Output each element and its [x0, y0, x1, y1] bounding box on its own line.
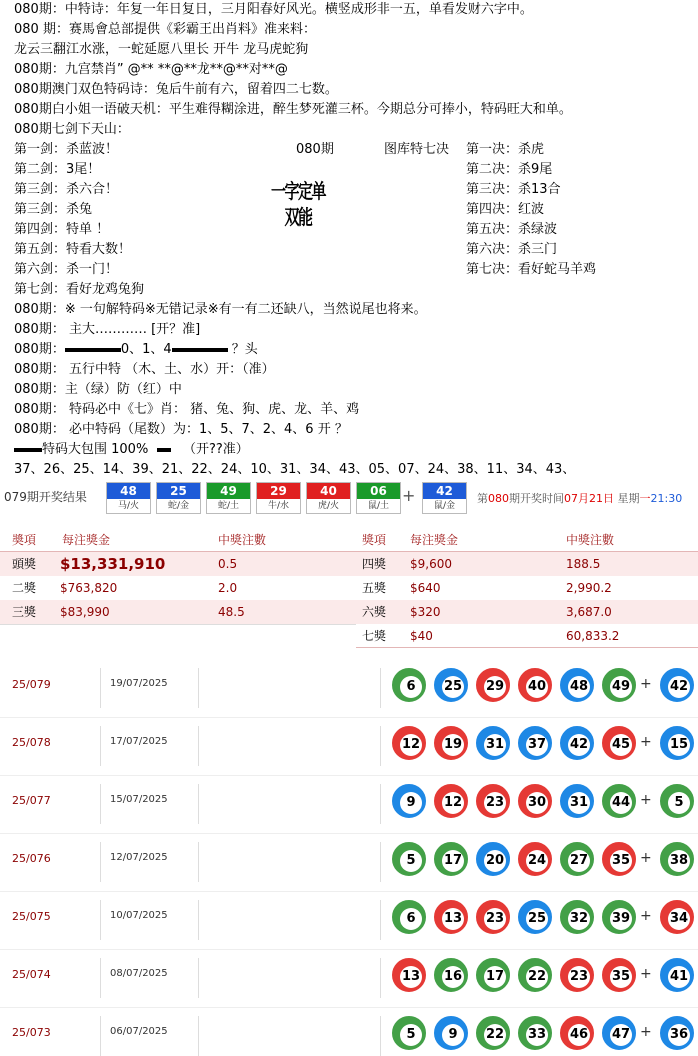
ball-number: 22: [484, 1024, 506, 1046]
column-divider: [198, 958, 199, 998]
column-divider: [380, 1016, 381, 1056]
ball-number: 17: [442, 850, 464, 872]
ball-number: 13: [442, 908, 464, 930]
plus-sign: +: [640, 1024, 652, 1040]
column-divider: [198, 842, 199, 882]
lottery-ball: [602, 784, 636, 818]
lottery-ball: [476, 668, 510, 702]
surround-label: 特码大包围 100%: [42, 442, 149, 457]
prize-count: 3,687.0: [566, 605, 612, 619]
bar-decoration: [65, 348, 93, 352]
jue-line: 第四决：红波: [466, 202, 545, 217]
lottery-ball: [518, 958, 552, 992]
ball-number: 23: [484, 792, 506, 814]
lottery-ball: [476, 958, 510, 992]
prize-row: [0, 600, 698, 624]
number-list: 37、26、25、14、39、21、22、24、10、31、34、43、05、07、24、38、11、34、43、: [14, 462, 576, 477]
history-date: 19/07/2025: [110, 678, 168, 689]
special-ball: [660, 784, 694, 818]
lottery-ball: [392, 958, 426, 992]
ball-number: 39: [610, 908, 632, 930]
history-date: 10/07/2025: [110, 910, 168, 921]
prize-name: 六獎: [362, 605, 387, 619]
info-day: 一: [639, 492, 651, 505]
info-text: 星期: [614, 492, 640, 505]
ball-zodiac: 马/火: [117, 501, 140, 511]
sword-line: 第四剑：特单 ！: [14, 222, 110, 237]
ball-number: 34: [668, 908, 690, 930]
history-row: [0, 718, 698, 776]
ball-number: 37: [526, 734, 548, 756]
lottery-ball: [560, 668, 594, 702]
ball-number: 15: [668, 734, 690, 756]
ball-number: 12: [400, 734, 422, 756]
lottery-ball: [392, 842, 426, 876]
lottery-ball: [518, 1016, 552, 1050]
lottery-ball: [434, 1016, 468, 1050]
previous-draw-result: [0, 478, 698, 518]
header-cell: 每注獎金: [410, 533, 459, 547]
lottery-ball: [392, 900, 426, 934]
header-cell: 中獎注數: [566, 533, 615, 547]
ball-number: 25: [526, 908, 548, 930]
lottery-ball: [602, 900, 636, 934]
history-row: [0, 834, 698, 892]
special-ball: [660, 900, 694, 934]
ball-number: 48: [568, 676, 590, 698]
lottery-ball: [518, 784, 552, 818]
lottery-ball: [392, 784, 426, 818]
text-line: 080期白小姐一语破天机：平生难得糊涂进，醉生梦死灌三杯。今期总分可捧小，特码旺大和单。: [14, 102, 572, 117]
ball-number: 45: [610, 734, 632, 756]
ball-zodiac: 牛/水: [267, 501, 290, 511]
prize-name: 三獎: [12, 605, 37, 619]
ball-number: 5: [400, 850, 422, 872]
ball-number: 5: [400, 1024, 422, 1046]
prize-amount: $13,331,910: [60, 555, 166, 573]
ball-number: 31: [484, 734, 506, 756]
lottery-ball: [560, 958, 594, 992]
history-row: [0, 1008, 698, 1056]
column-divider: [100, 784, 101, 824]
lottery-ball: [602, 1016, 636, 1050]
column-divider: [380, 726, 381, 766]
bar-decoration: [200, 348, 228, 352]
header-cell: 奬項: [12, 533, 37, 547]
mid-issue: 080期: [296, 142, 334, 157]
lottery-ball: [434, 958, 468, 992]
lottery-ball: [518, 842, 552, 876]
lottery-ball: [476, 1016, 510, 1050]
lottery-ball: [560, 842, 594, 876]
prize-name: 頭獎: [12, 557, 37, 571]
plus-sign: +: [640, 850, 652, 866]
lottery-ball: [518, 726, 552, 760]
prize-count: 48.5: [218, 605, 245, 619]
lottery-ball: [560, 726, 594, 760]
lottery-ball: [518, 900, 552, 934]
prize-amount: $320: [410, 605, 441, 619]
prize-name: 五獎: [362, 581, 387, 595]
column-divider: [380, 958, 381, 998]
column-divider: [100, 1016, 101, 1056]
text-line: 080期： 必中特码（尾数）为：1、5、7、2、4、6 开 ？: [14, 422, 348, 437]
column-divider: [100, 900, 101, 940]
ball-number: 6: [400, 676, 422, 698]
prize-header-row: [0, 528, 698, 552]
ball-number: 35: [610, 966, 632, 988]
ball-number: 20: [484, 850, 506, 872]
lottery-ball: [434, 668, 468, 702]
text-line: 080期七剑下天山：: [14, 122, 130, 137]
ball-number: 42: [568, 734, 590, 756]
column-divider: [198, 668, 199, 708]
ball-number: 29: [484, 676, 506, 698]
ball-number: 25: [442, 676, 464, 698]
lottery-ball: [434, 784, 468, 818]
ball-number: 23: [484, 908, 506, 930]
ball-zodiac: 蛇/金: [167, 501, 190, 511]
prize-count: 0.5: [218, 557, 238, 571]
column-divider: [198, 726, 199, 766]
result-ball: [156, 482, 201, 514]
prize-count: 60,833.2: [566, 629, 620, 643]
mid-title: 图库特七决: [384, 142, 450, 157]
lottery-ball: [392, 668, 426, 702]
text-line: 080期澳门双色特码诗：兔后牛前有六，留着四二七数。: [14, 82, 338, 97]
jue-line: 第五决：杀绿波: [466, 222, 558, 237]
ball-number: 29: [257, 483, 300, 499]
column-divider: [198, 784, 199, 824]
prize-name: 二獎: [12, 581, 37, 595]
ball-number: 46: [568, 1024, 590, 1046]
jue-line: 第六决：杀三门: [466, 242, 558, 257]
text-line: 080期：※ 一句解特码※无错记录※有一有二还缺八，当然说尾也将来。: [14, 302, 427, 317]
sword-line: 第七剑：看好龙鸡兔狗: [14, 282, 145, 297]
history-date: 15/07/2025: [110, 794, 168, 805]
column-divider: [100, 726, 101, 766]
lottery-ball: [476, 784, 510, 818]
lottery-ball: [602, 668, 636, 702]
history-issue: 25/077: [12, 794, 51, 807]
ball-number: 42: [423, 483, 466, 499]
history-issue: 25/073: [12, 1026, 51, 1039]
prize-count: 2.0: [218, 581, 238, 595]
line-prefix: 080期：: [14, 342, 65, 357]
previous-draw-label: 079期开奖结果: [4, 490, 87, 504]
text-line: [14, 340, 258, 360]
ball-number: 41: [668, 966, 690, 988]
jue-line: 第七决：看好蛇马羊鸡: [466, 262, 597, 277]
lottery-ball: [434, 842, 468, 876]
text-line: 080期： 主大………… [开？准]: [14, 322, 201, 337]
result-ball: [106, 482, 151, 514]
column-divider: [380, 900, 381, 940]
head-digits: 0、1、4: [120, 342, 172, 357]
ball-number: 47: [610, 1024, 632, 1046]
prediction-text-area: [0, 0, 698, 478]
ball-number: 36: [668, 1024, 690, 1046]
next-draw-info: [477, 490, 682, 506]
special-ball: [660, 668, 694, 702]
history-date: 08/07/2025: [110, 968, 168, 979]
history-issue: 25/078: [12, 736, 51, 749]
special-ball: [660, 1016, 694, 1050]
prize-name: 四獎: [362, 557, 387, 571]
jue-line: 第二决：杀9尾: [466, 162, 553, 177]
special-ball: [660, 958, 694, 992]
ball-number: 19: [442, 734, 464, 756]
ball-zodiac: 虎/火: [317, 501, 340, 511]
special-ball: [660, 726, 694, 760]
text-line: 080期：中特诗：年复一年日复日，三月阳春好风光。横竖成形非一五，单看发财六字中。: [14, 2, 533, 17]
info-time: 21:30: [650, 492, 683, 505]
lottery-ball: [434, 726, 468, 760]
history-list: [0, 660, 698, 1056]
ball-number: 24: [526, 850, 548, 872]
history-issue: 25/079: [12, 678, 51, 691]
ball-number: 13: [400, 966, 422, 988]
prize-amount: $83,990: [60, 605, 110, 619]
special-ball: [660, 842, 694, 876]
column-divider: [100, 842, 101, 882]
sword-line: 第三剑：杀兔: [14, 202, 93, 217]
ball-number: 17: [484, 966, 506, 988]
prize-row: [0, 624, 698, 648]
result-ball: [306, 482, 351, 514]
text-line: [14, 440, 249, 460]
lottery-ball: [476, 842, 510, 876]
column-divider: [198, 900, 199, 940]
ball-number: 16: [442, 966, 464, 988]
ball-number: 33: [526, 1024, 548, 1046]
ball-number: 25: [157, 483, 200, 499]
text-line: 080期：主（绿）防（红）中: [14, 382, 182, 397]
ball-number: 48: [107, 483, 150, 499]
jue-line: 第三决：杀13合: [466, 182, 561, 197]
column-divider: [198, 1016, 199, 1056]
ball-number: 42: [668, 676, 690, 698]
calligraphy-text: 一字定单双能: [271, 179, 325, 229]
ball-number: 49: [610, 676, 632, 698]
history-row: [0, 892, 698, 950]
ball-number: 9: [442, 1024, 464, 1046]
column-divider: [100, 958, 101, 998]
plus-sign: +: [640, 734, 652, 750]
result-ball: [256, 482, 301, 514]
bar-decoration: [93, 348, 121, 352]
ball-number: 40: [307, 483, 350, 499]
jue-line: 第一决：杀虎: [466, 142, 545, 157]
lottery-ball: [560, 1016, 594, 1050]
ball-number: 22: [526, 966, 548, 988]
head-suffix: ？头: [227, 342, 258, 357]
ball-zodiac: 鼠/土: [367, 501, 390, 511]
prize-count: 2,990.2: [566, 581, 612, 595]
ball-number: 06: [357, 483, 400, 499]
plus-sign: +: [640, 676, 652, 692]
history-issue: 25/076: [12, 852, 51, 865]
plus-sign: +: [640, 792, 652, 808]
ball-number: 12: [442, 792, 464, 814]
prize-amount: $40: [410, 629, 433, 643]
text-line: 龙云三翻江水涨，一蛇延愿八里长 开牛 龙马虎蛇狗: [14, 42, 309, 57]
history-date: 17/07/2025: [110, 736, 168, 747]
lottery-ball: [392, 726, 426, 760]
ball-number: 32: [568, 908, 590, 930]
bar-decoration: [157, 448, 171, 452]
prize-table: [0, 528, 698, 648]
column-divider: [380, 842, 381, 882]
sword-line: 第三剑：杀六合！: [14, 182, 119, 197]
info-issue: 080: [488, 492, 509, 505]
prize-amount: $763,820: [60, 581, 118, 595]
text-line: 080 期：赛馬會总部提供《彩霸王出肖料》准来料：: [14, 22, 316, 37]
sword-line: 第五剑：特看大数！: [14, 242, 132, 257]
sword-line: 第一剑：杀蓝波！: [14, 142, 119, 157]
lottery-ball: [560, 784, 594, 818]
lottery-ball: [476, 900, 510, 934]
column-divider: [380, 784, 381, 824]
history-issue: 25/074: [12, 968, 51, 981]
info-date: 07月21日: [564, 492, 614, 505]
sword-line: 第二剑：3尾！: [14, 162, 101, 177]
text-line: 080期： 五行中特 （木、土、水）开：（准）: [14, 362, 275, 377]
ball-number: 30: [526, 792, 548, 814]
prize-name: 七獎: [362, 629, 387, 643]
history-row: [0, 950, 698, 1008]
column-divider: [100, 668, 101, 708]
plus-sign: +: [640, 908, 652, 924]
bar-decoration: [172, 348, 200, 352]
lottery-ball: [476, 726, 510, 760]
ball-zodiac: 鼠/金: [433, 501, 456, 511]
header-cell: 獎項: [362, 533, 387, 547]
ball-number: 38: [668, 850, 690, 872]
info-text: 期开奖时间: [509, 492, 564, 505]
special-ball: [422, 482, 467, 514]
lottery-ball: [518, 668, 552, 702]
history-row: [0, 776, 698, 834]
text-line: 080期： 特码必中《七》肖： 猪、兔、狗、虎、龙、羊、鸡: [14, 402, 360, 417]
ball-number: 31: [568, 792, 590, 814]
lottery-ball: [560, 900, 594, 934]
history-date: 06/07/2025: [110, 1026, 168, 1037]
prize-row: [0, 552, 698, 576]
ball-number: 49: [207, 483, 250, 499]
ball-number: 6: [400, 908, 422, 930]
ball-number: 44: [610, 792, 632, 814]
history-issue: 25/075: [12, 910, 51, 923]
ball-number: 40: [526, 676, 548, 698]
lottery-ball: [392, 1016, 426, 1050]
surround-suffix: （开??准）: [182, 442, 249, 457]
ball-zodiac: 蛇/土: [217, 501, 240, 511]
prize-row: [0, 576, 698, 600]
plus-sign: +: [640, 966, 652, 982]
column-divider: [380, 668, 381, 708]
ball-number: 5: [668, 792, 690, 814]
ball-number: 9: [400, 792, 422, 814]
header-cell: 每注獎金: [62, 533, 111, 547]
empty-cell: [0, 624, 356, 648]
sword-line: 第六剑：杀一门！: [14, 262, 119, 277]
info-text: 第: [477, 492, 488, 505]
lottery-ball: [602, 842, 636, 876]
lottery-ball: [602, 958, 636, 992]
history-date: 12/07/2025: [110, 852, 168, 863]
result-ball: [356, 482, 401, 514]
bar-decoration: [14, 448, 42, 452]
lottery-ball: [434, 900, 468, 934]
header-cell: 中獎注數: [218, 533, 267, 547]
prize-amount: $640: [410, 581, 441, 595]
result-ball: [206, 482, 251, 514]
ball-number: 23: [568, 966, 590, 988]
plus-sign: +: [402, 486, 416, 505]
lottery-ball: [602, 726, 636, 760]
text-line: 080期：九宫禁肖” @** **@**龙**@**对**@: [14, 62, 288, 77]
history-row: [0, 660, 698, 718]
prize-amount: $9,600: [410, 557, 452, 571]
ball-number: 27: [568, 850, 590, 872]
ball-number: 35: [610, 850, 632, 872]
prize-count: 188.5: [566, 557, 601, 571]
